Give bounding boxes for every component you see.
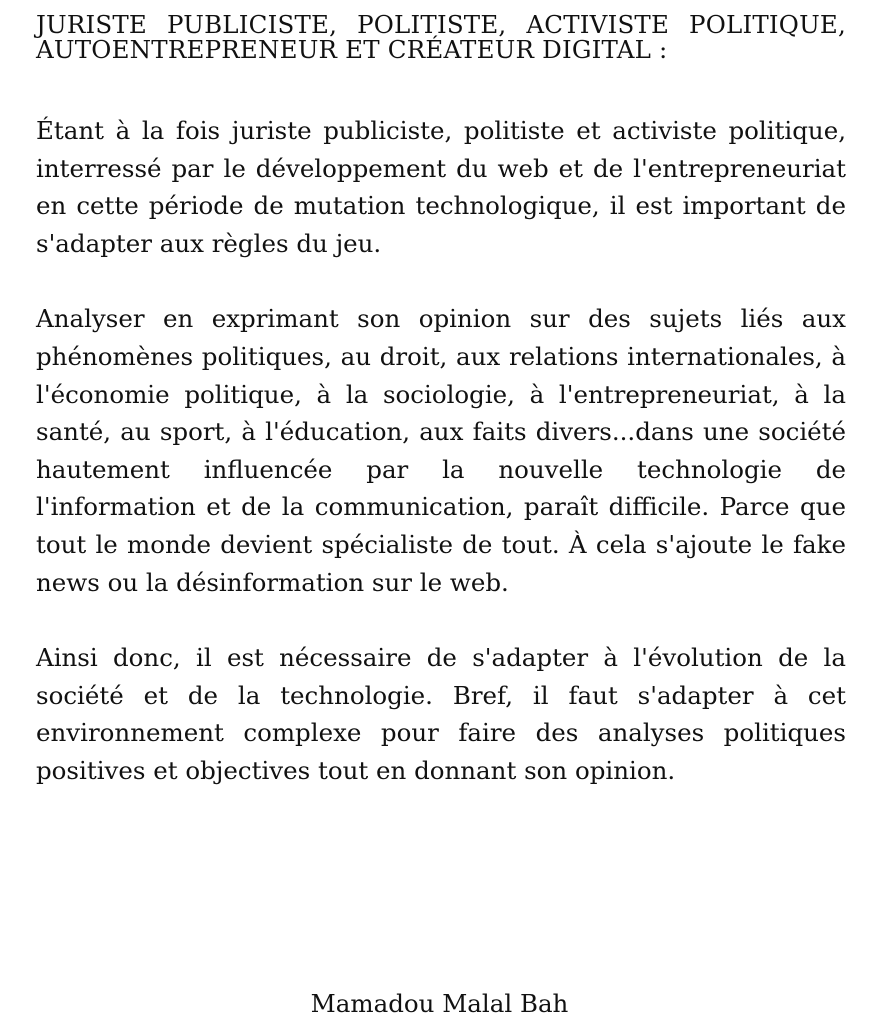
author-signature: Mamadou Malal Bah — [310, 989, 569, 1018]
paragraph-analysis: Analyser en exprimant son opinion sur des sujets liés aux phénomènes politiques, au droit, aux relations internationales, à l'économie politique, à la sociologie, à l'entrepreneuriat, à la santé, au sport, à l'éducation, aux faits divers...dans une société hautement influencée par la nouvelle technologie de l'information et de la communication, paraît difficile. Parce que tout le monde devient spécialiste de tout. À cela s'ajoute le fake news ou la désinformation sur le web. — [36, 304, 846, 597]
paragraph-intro: Étant à la fois juriste publiciste, politiste et activiste politique, interressé par le développement du web et de l'entrepreneuriat en cette période de mutation technologique, il est important de s'adapter aux règles du jeu. — [36, 116, 846, 258]
document-title: JURISTE PUBLICISTE, POLITISTE, ACTIVISTE POLITIQUE, AUTOENTREPRENEUR ET CRÉATEUR DIGITAL : — [36, 10, 846, 64]
document-page — [36, 12, 846, 790]
paragraph-conclusion: Ainsi donc, il est nécessaire de s'adapter à l'évolution de la société et de la technologie. Bref, il faut s'adapter à cet environnement complexe pour faire des analyses politiques positives et objectives tout en donnant son opinion. — [36, 643, 846, 785]
